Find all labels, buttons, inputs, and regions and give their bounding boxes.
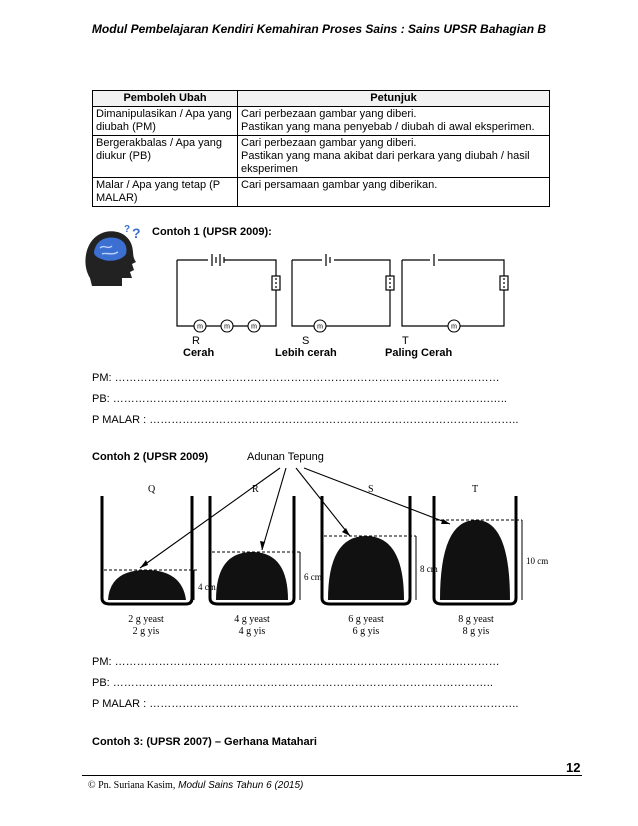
hint-line: Pastikan yang mana penyebab / diubah di awal eksperimen.	[241, 121, 535, 133]
table-cell-hint	[238, 107, 550, 136]
answer1-pb[interactable]: PB: ………………………………………………………………………………………….…..	[92, 393, 507, 405]
example2-title: Contoh 2 (UPSR 2009)	[92, 451, 209, 463]
hint-line: Cari perbezaan gambar yang diberi.	[241, 137, 417, 149]
answer2-pmalar[interactable]: P MALAR : ………………………………………………………………………………………..	[92, 698, 519, 710]
table-cell-variable: Malar / Apa yang tetap (P MALAR)	[93, 178, 238, 207]
circuit-s	[292, 254, 394, 326]
bulb-symbol: m	[224, 323, 230, 331]
yeast-beakers-diagram	[90, 466, 550, 646]
circuit-letter-r: R	[192, 335, 200, 347]
footer	[88, 780, 303, 791]
answer1-pm[interactable]: PM: ……………………………………………………………………………………………	[92, 372, 500, 384]
hint-line: Pastikan yang mana akibat dari perkara yang diubah / hasil eksperimen	[241, 150, 530, 175]
bulb-symbol: m	[251, 323, 257, 331]
beaker-yeast-r: 4 g yeast	[234, 614, 270, 625]
page-header: Modul Pembelajaran Kendiri Kemahiran Proses Sains : Sains UPSR Bahagian B	[91, 22, 547, 36]
thinking-head-icon	[78, 222, 144, 288]
beaker-letter-s: S	[368, 484, 374, 495]
table-cell-hint	[238, 136, 550, 178]
circuit-t	[402, 254, 508, 326]
beaker-height-q: 4 cm	[198, 582, 216, 592]
beaker-height-t: 10 cm	[526, 556, 549, 566]
circuit-r	[177, 254, 280, 326]
bulb-symbol: m	[451, 323, 457, 331]
table-cell-variable: Bergerakbalas / Apa yang diukur (PB)	[93, 136, 238, 178]
beaker-height-r: 6 cm	[304, 572, 322, 582]
answer2-pm[interactable]: PM: ……………………………………………………………………………………………	[92, 656, 500, 668]
beaker-height-s: 8 cm	[420, 564, 438, 574]
table-header-hint: Petunjuk	[238, 91, 550, 107]
variables-table	[92, 90, 550, 207]
answer1-pmalar[interactable]: P MALAR : ………………………………………………………………………………………..	[92, 414, 519, 426]
example3-title: Contoh 3: (UPSR 2007) – Gerhana Matahari	[92, 736, 317, 748]
table-row	[93, 178, 550, 207]
answer2-pb[interactable]: PB: …………………………………………………………………………………………..	[92, 677, 493, 689]
circuit-letter-s: S	[302, 335, 310, 347]
circuit-label-s: Lebih cerah	[275, 347, 337, 359]
beaker-yis-r: 4 g yis	[238, 626, 266, 637]
beaker-yeast-q: 2 g yeast	[128, 614, 164, 625]
svg-text:?: ?	[124, 224, 131, 235]
beaker-yeast-t: 8 g yeast	[458, 614, 494, 625]
beaker-letter-t: T	[472, 484, 479, 495]
footer-author: © Pn. Suriana Kasim,	[88, 780, 176, 791]
circuit-label-r: Cerah	[183, 347, 215, 359]
bulb-symbol: m	[317, 323, 323, 331]
beaker-yis-q: 2 g yis	[132, 626, 160, 637]
beaker-yis-s: 6 g yis	[352, 626, 380, 637]
beaker-letter-q: Q	[148, 484, 156, 495]
circuit-label-t: Paling Cerah	[385, 347, 453, 359]
beaker-yis-t: 8 g yis	[462, 626, 490, 637]
beaker-letter-r: R	[252, 484, 259, 495]
flour-dough-annotation: Adunan Tepung	[247, 451, 324, 463]
hint-line: Cari perbezaan gambar yang diberi.	[241, 108, 417, 120]
table-header-variable: Pemboleh Ubah	[93, 91, 238, 107]
bulb-symbol: m	[197, 323, 203, 331]
hint-line: Cari persamaan gambar yang diberikan.	[241, 179, 438, 191]
table-row	[93, 107, 550, 136]
dough-mounds	[108, 520, 510, 600]
circuit-diagrams	[172, 248, 512, 338]
table-cell-hint	[238, 178, 550, 207]
example1-title: Contoh 1 (UPSR 2009):	[152, 226, 272, 238]
footer-book: Modul Sains Tahun 6 (2015)	[178, 780, 304, 791]
beaker-yeast-s: 6 g yeast	[348, 614, 384, 625]
page-number: 12	[566, 760, 581, 775]
question-mark-icon: ?	[132, 225, 141, 241]
circuit-letter-t: T	[402, 335, 409, 347]
table-row	[93, 136, 550, 178]
table-cell-variable: Dimanipulasikan / Apa yang diubah (PM)	[93, 107, 238, 136]
footer-divider	[82, 775, 582, 776]
